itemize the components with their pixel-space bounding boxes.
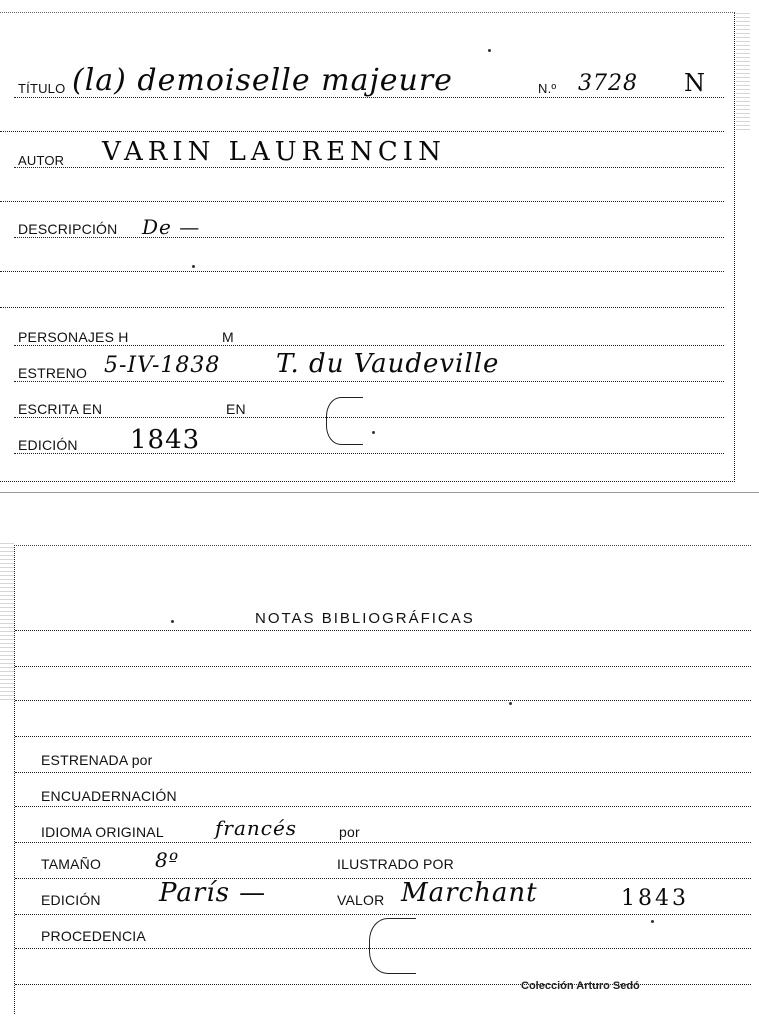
personajes-label: PERSONAJES H	[18, 329, 129, 345]
estreno-theatre: T. du Vaudeville	[276, 349, 500, 379]
stamp-mark	[326, 397, 363, 445]
ink-speck	[192, 265, 195, 268]
ink-speck	[372, 431, 375, 434]
edicion-label: EDICIÓN	[41, 892, 101, 908]
card-separator	[0, 492, 759, 493]
autor-label: AUTOR	[18, 153, 65, 168]
encuadernacion-line	[15, 806, 751, 807]
tamano-value: 8º	[155, 848, 180, 872]
catalog-card-back	[14, 545, 751, 1014]
notas-heading: NOTAS BIBLIOGRÁFICAS	[255, 610, 475, 627]
personajes-m-label: M	[222, 329, 234, 345]
tamano-label: TAMAÑO	[41, 856, 102, 872]
rule-line	[15, 984, 751, 985]
estreno-date: 5-IV-1838	[104, 353, 221, 378]
encuadernacion-label: ENCUADERNACIÓN	[41, 788, 177, 804]
scan-edge-noise	[0, 540, 14, 700]
ink-speck	[509, 702, 512, 705]
rule-line	[0, 307, 724, 308]
titulo-label: TÍTULO	[18, 81, 66, 96]
personajes-line	[14, 345, 724, 346]
catalog-card-front	[0, 12, 735, 482]
estrenada-line	[15, 772, 751, 773]
rule-line	[15, 700, 751, 701]
estrenada-label: ESTRENADA por	[41, 752, 153, 768]
escrita-label: ESCRITA EN	[18, 401, 103, 417]
por-label: por	[339, 824, 360, 840]
numero-value: 3728	[578, 71, 638, 96]
titulo-value: (la) demoiselle majeure	[72, 63, 453, 98]
autor-value: VARIN LAURENCIN	[102, 137, 446, 167]
procedencia-label: PROCEDENCIA	[41, 928, 146, 944]
descripcion-label: DESCRIPCIÓN	[18, 221, 118, 237]
coleccion-note: Colección Arturo Sedó	[521, 980, 640, 992]
edicion-value: París —	[159, 878, 267, 908]
descripcion-line	[14, 237, 724, 238]
rule-line	[15, 630, 751, 631]
estreno-label: ESTRENO	[18, 365, 88, 381]
rule-line	[0, 131, 724, 132]
valor-year: 1843	[621, 886, 689, 911]
edicion-label: EDICIÓN	[18, 437, 78, 453]
rule-line	[0, 271, 724, 272]
rule-line	[15, 736, 751, 737]
ink-speck	[488, 49, 491, 52]
edicion-value: 1843	[130, 425, 201, 455]
autor-line	[14, 167, 724, 168]
rule-line	[0, 201, 724, 202]
stamp-mark	[369, 918, 416, 974]
edicion-line	[14, 453, 724, 454]
descripcion-value: De —	[142, 215, 201, 239]
escrita-line	[14, 417, 724, 418]
idioma-label: IDIOMA ORIGINAL	[41, 824, 164, 840]
idioma-value: francés	[215, 816, 298, 840]
numero-label: N.º	[538, 81, 557, 96]
numero-suffix: N	[684, 69, 706, 97]
scan-edge-noise	[736, 10, 750, 130]
edicion-line	[15, 914, 751, 915]
valor-value: Marchant	[401, 878, 538, 908]
valor-label: VALOR	[337, 892, 385, 908]
rule-line	[15, 666, 751, 667]
tamano-line	[15, 878, 751, 879]
ink-speck	[651, 920, 654, 923]
estreno-line	[14, 381, 724, 382]
idioma-line	[15, 842, 751, 843]
ink-speck	[171, 620, 174, 623]
escrita-en-label: EN	[226, 401, 246, 417]
ilustrado-label: ILUSTRADO POR	[337, 856, 454, 872]
